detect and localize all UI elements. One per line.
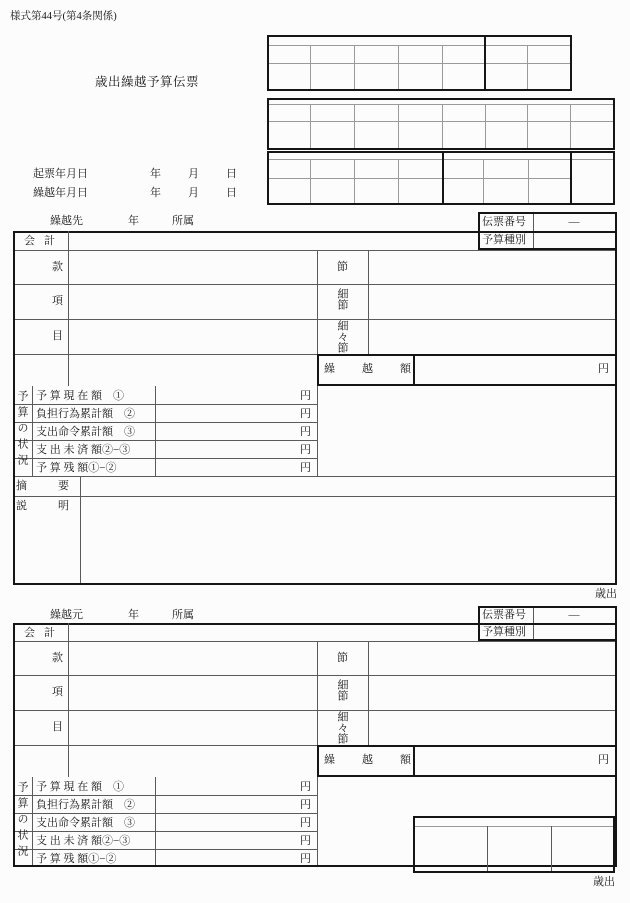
section2-status-yen: 円 — [300, 835, 311, 847]
section2-status-row-label: 支出命令累計額 ③ — [36, 817, 135, 829]
divider-line — [269, 121, 613, 122]
divider-line — [442, 45, 443, 89]
section2-moku-label: 目 — [52, 721, 63, 733]
divider-line — [15, 745, 317, 746]
section2-budget-type-label: 予算種別 — [482, 626, 526, 638]
divider-line — [485, 104, 486, 148]
divider-line — [15, 710, 615, 711]
divider-line — [15, 813, 317, 814]
section1-description-label: 説明 — [16, 500, 100, 512]
section1-status-yen: 円 — [300, 426, 311, 438]
section1-budget-status-label: 予算の状況 — [16, 390, 28, 470]
divider-line — [15, 458, 317, 459]
divider-line — [15, 319, 615, 320]
carryover-date-month: 月 — [188, 187, 199, 199]
stamp-grid-bottom — [413, 816, 615, 873]
issue-date-year: 年 — [150, 168, 161, 180]
divider-line — [310, 159, 311, 203]
section1-carryover-label: 繰越額 — [324, 363, 438, 375]
carryover-date-day: 日 — [226, 187, 237, 199]
divider-line — [442, 104, 443, 148]
divider-line — [551, 826, 552, 871]
divider-line — [570, 104, 571, 148]
section2-voucher-no-value: ― — [568, 609, 580, 621]
divider-line — [15, 849, 317, 850]
section2-status-yen: 円 — [300, 817, 311, 829]
section1-heading: 繰越先 — [50, 215, 83, 227]
divider-line — [15, 476, 615, 477]
section1-account-label: 会計 — [24, 235, 64, 247]
divider-line — [527, 104, 528, 148]
divider-line — [527, 45, 528, 89]
section1-carryover-yen: 円 — [598, 363, 609, 375]
divider-line-bold — [484, 35, 486, 91]
section1-status-row-label: 予 算 残 額①−② — [36, 462, 117, 474]
divider-line — [368, 641, 369, 745]
section2-saisaisetsu-label: 細々節 — [336, 711, 348, 744]
section2-affiliation: 所属 — [172, 609, 194, 621]
section1-year: 年 — [128, 215, 139, 227]
form-title: 歳出繰越予算伝票 — [95, 75, 200, 89]
divider-line — [354, 159, 355, 203]
divider-line — [15, 354, 317, 355]
section2-footer-tag: 歳出 — [593, 876, 615, 888]
divider-line — [15, 641, 615, 642]
section2-setsu-label: 節 — [337, 652, 348, 664]
section1-status-yen: 円 — [300, 408, 311, 420]
section1-status-row-label: 予 算 現 在 額 ① — [36, 390, 124, 402]
divider-line — [15, 440, 317, 441]
divider-line — [269, 45, 570, 46]
section2-status-yen: 円 — [300, 853, 311, 865]
divider-line — [317, 386, 318, 476]
section2-status-row-label: 負担行為累計額 ② — [36, 799, 135, 811]
divider-line — [15, 675, 615, 676]
divider-line — [15, 795, 317, 796]
issue-date-label: 起票年月日 — [33, 168, 88, 180]
divider-line — [32, 386, 33, 476]
divider-line — [398, 159, 399, 203]
carryover-date-year: 年 — [150, 187, 161, 199]
divider-line — [415, 826, 613, 827]
section1-kou-label: 項 — [52, 295, 63, 307]
section1-budget-type-label: 予算種別 — [482, 234, 526, 246]
section2-status-row-label: 支 出 未 済 額②−③ — [36, 835, 131, 847]
section1-status-yen: 円 — [300, 390, 311, 402]
divider-line — [487, 826, 488, 871]
section2-voucher-no-label: 伝票番号 — [482, 609, 526, 621]
divider-line — [354, 45, 355, 89]
section1-kan-label: 款 — [52, 261, 63, 273]
divider-line — [269, 63, 570, 64]
section2-carryover-yen: 円 — [598, 754, 609, 766]
divider-line — [68, 231, 69, 386]
divider-line — [155, 386, 156, 476]
section2-kou-label: 項 — [52, 686, 63, 698]
stamp-grid-b — [267, 98, 615, 150]
form-number: 様式第44号(第4条関係) — [10, 11, 117, 22]
section2-status-row-label: 予 算 残 額①−② — [36, 853, 117, 865]
divider-line — [15, 404, 317, 405]
issue-date-month: 月 — [188, 168, 199, 180]
divider-line — [15, 496, 615, 497]
section1-voucher-no-value: ― — [568, 216, 580, 228]
section2-year: 年 — [128, 609, 139, 621]
section1-affiliation: 所属 — [172, 215, 194, 227]
section1-saisetsu-label: 細節 — [336, 288, 348, 310]
divider-line — [15, 250, 615, 251]
divider-line — [15, 284, 615, 285]
section2-kan-label: 款 — [52, 652, 63, 664]
section2-status-yen: 円 — [300, 781, 311, 793]
section1-status-yen: 円 — [300, 444, 311, 456]
section2-status-row-label: 予 算 現 在 額 ① — [36, 781, 124, 793]
section1-summary-label: 摘要 — [16, 480, 100, 492]
divider-line — [15, 422, 317, 423]
section1-status-row-label: 負担行為累計額 ② — [36, 408, 135, 420]
divider-line — [398, 45, 399, 89]
divider-line — [310, 104, 311, 148]
divider-line — [317, 641, 318, 745]
section1-voucher-no-label: 伝票番号 — [482, 216, 526, 228]
section2-account-label: 会計 — [24, 627, 64, 639]
section2-status-yen: 円 — [300, 799, 311, 811]
section1-footer-tag: 歳出 — [595, 588, 617, 600]
section1-status-row-label: 支 出 未 済 額②−③ — [36, 444, 131, 456]
section1-moku-label: 目 — [52, 330, 63, 342]
stamp-grid-c-bold-box — [442, 151, 572, 205]
section1-saisaisetsu-label: 細々節 — [336, 320, 348, 353]
divider-line — [528, 159, 529, 203]
divider-line — [317, 777, 318, 865]
divider-line — [398, 104, 399, 148]
section1-status-row-label: 支出命令累計額 ③ — [36, 426, 135, 438]
section2-budget-status-label: 予算の状況 — [16, 781, 28, 861]
divider-line — [354, 104, 355, 148]
section2-saisetsu-label: 細節 — [336, 679, 348, 701]
divider-line — [155, 777, 156, 865]
issue-date-day: 日 — [226, 168, 237, 180]
divider-line — [15, 831, 317, 832]
section1-status-yen: 円 — [300, 462, 311, 474]
divider-line — [368, 250, 369, 354]
divider-line — [310, 45, 311, 89]
section2-carryover-label: 繰越額 — [324, 754, 438, 766]
divider-line — [317, 250, 318, 354]
divider-line — [68, 623, 69, 777]
divider-line — [32, 777, 33, 865]
section1-setsu-label: 節 — [337, 261, 348, 273]
divider-line — [269, 104, 613, 105]
section2-heading: 繰越元 — [50, 609, 83, 621]
divider-line — [483, 159, 484, 203]
carryover-date-label: 繰越年月日 — [33, 187, 88, 199]
